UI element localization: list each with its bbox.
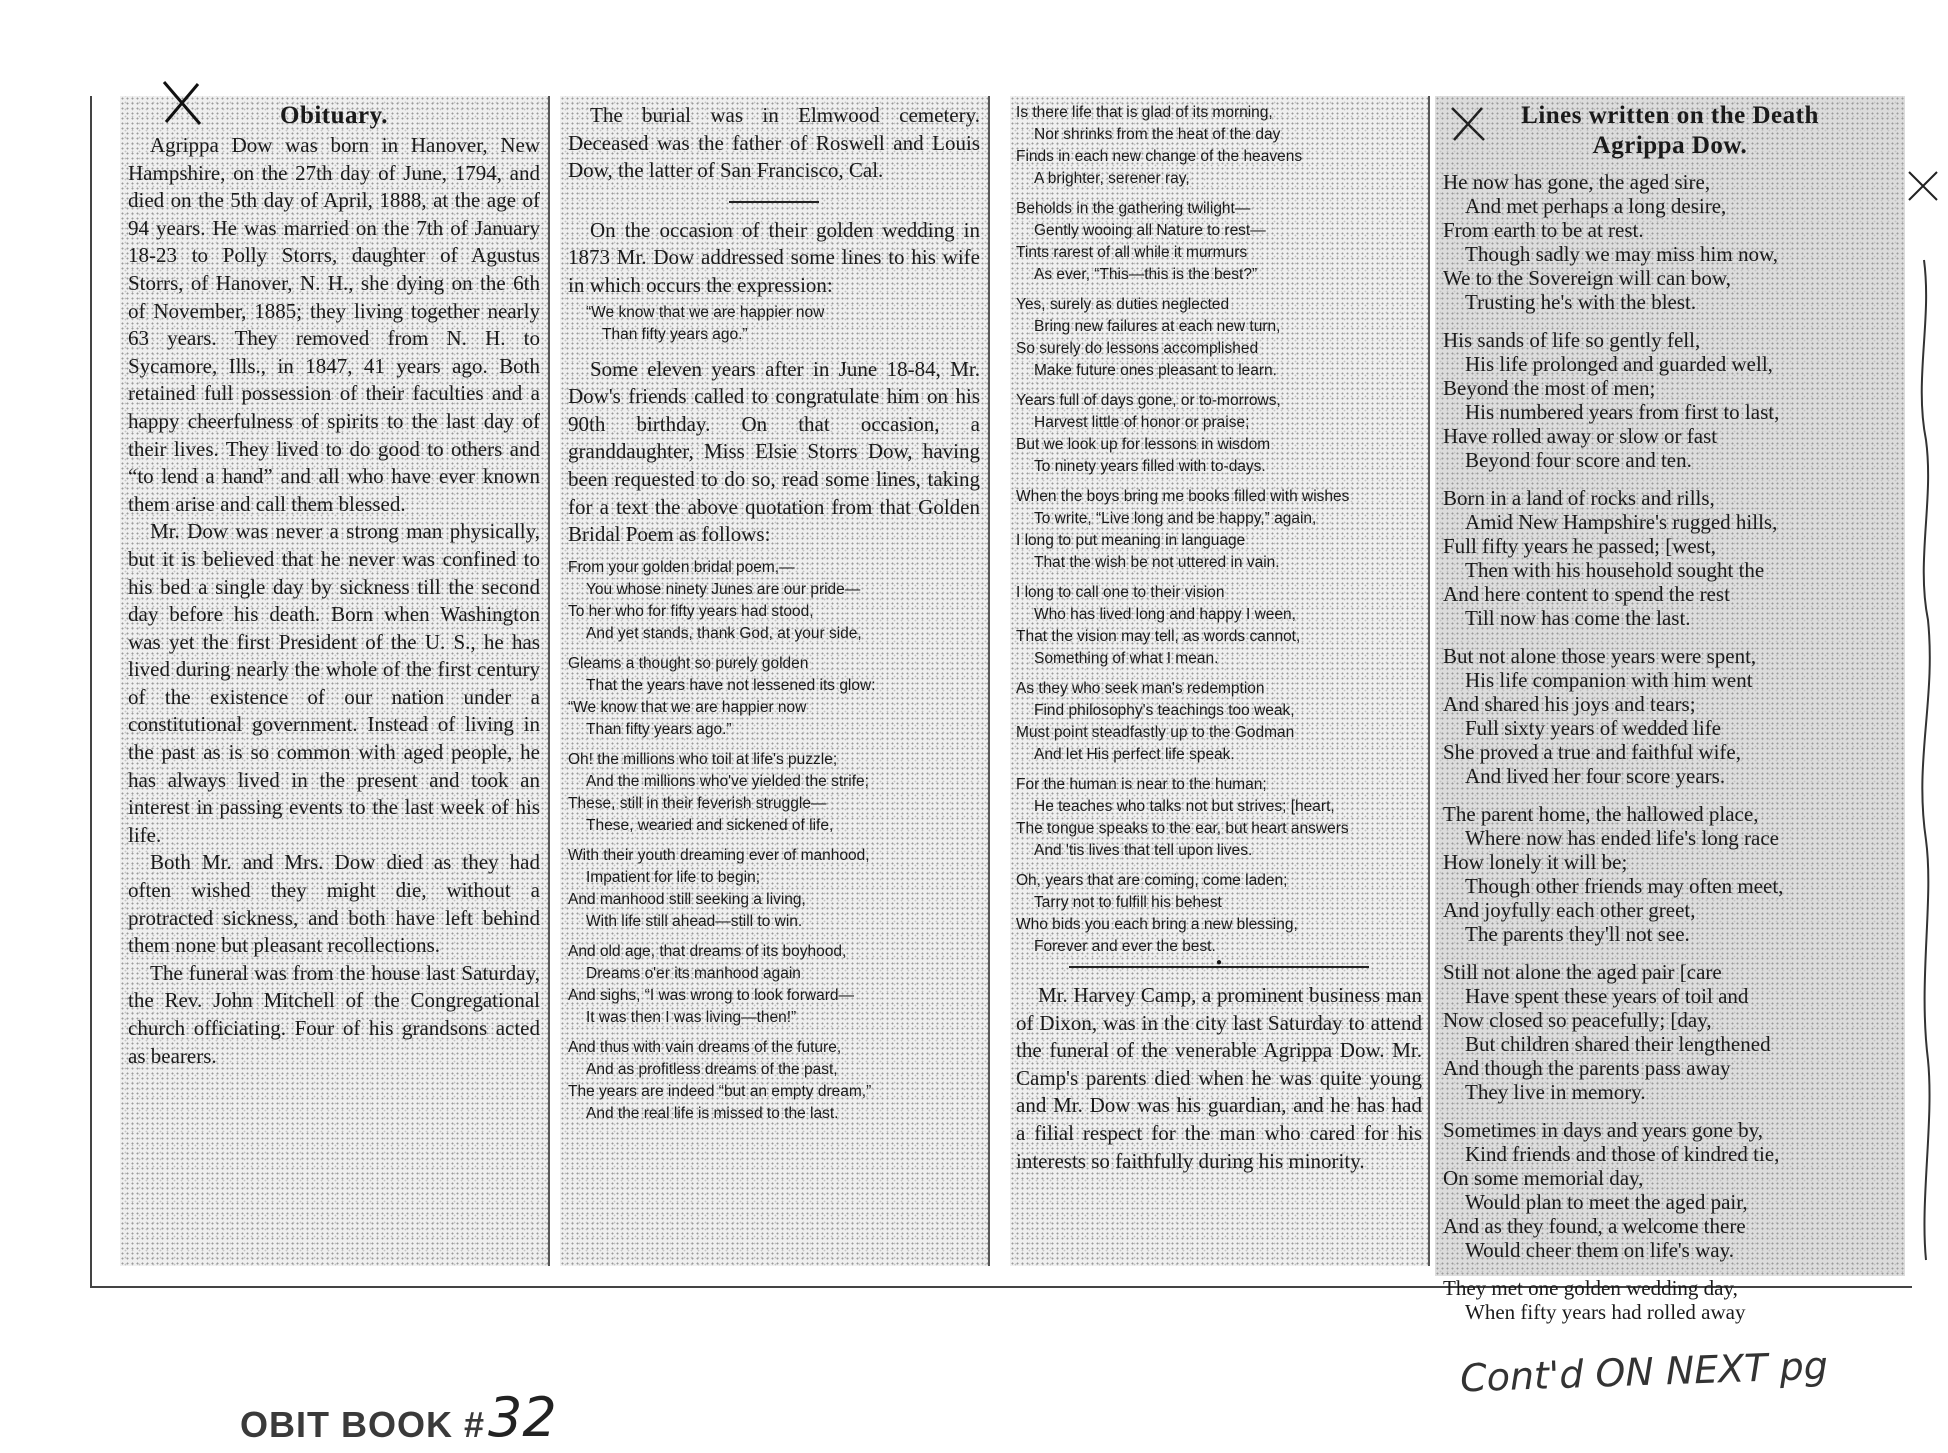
poem-line: Where now has ended life's long race	[1465, 826, 1779, 850]
verse-stanza	[1016, 582, 1422, 670]
poem-line: We to the Sovereign will can bow,	[1443, 266, 1731, 290]
verse-line: And 'tis lives that tell upon lives.	[1034, 842, 1253, 859]
verse-stanza	[1016, 198, 1422, 286]
poem-line: Beyond four score and ten.	[1465, 448, 1692, 472]
poem-line: The parent home, the hallowed place,	[1443, 802, 1759, 826]
verse-stanza	[1016, 678, 1422, 766]
verse-stanza	[568, 749, 980, 837]
verse-stanza	[1016, 102, 1422, 190]
poem-line: They met one golden wedding day,	[1443, 1276, 1738, 1300]
verse-line: Dreams o'er its manhood again	[586, 964, 801, 982]
poem-line: Sometimes in days and years gone by,	[1443, 1118, 1763, 1142]
poem-line: Would cheer them on life's way.	[1465, 1238, 1734, 1262]
poem-line: His life companion with him went	[1465, 668, 1753, 692]
verse-line: Bring new failures at each new turn,	[1034, 318, 1281, 335]
verse-line: And sighs, “I was wrong to look forward—	[568, 986, 855, 1004]
poem-line: Beyond the most of men;	[1443, 376, 1656, 400]
column-lines-poem	[1435, 96, 1905, 1324]
verse-stanza	[568, 557, 980, 645]
verse-line: The tongue speaks to the ear, but heart answers	[1016, 820, 1349, 837]
verse-line: And let His perfect life speak.	[1034, 746, 1235, 763]
poem-line: And joyfully each other greet,	[1443, 898, 1696, 922]
verse-line: You whose ninety Junes are our pride—	[586, 580, 861, 598]
poem-line: She proved a true and faithful wife,	[1443, 740, 1741, 764]
verse-line: And yet stands, thank God, at your side,	[586, 624, 862, 642]
verse-line: Yes, surely as duties neglected	[1016, 296, 1230, 313]
verse-line: So surely do lessons accomplished	[1016, 340, 1259, 357]
verse-line: Beholds in the gathering twilight—	[1016, 200, 1251, 217]
poem-line: Born in a land of rocks and rills,	[1443, 486, 1715, 510]
verse-line: And thus with vain dreams of the future,	[568, 1038, 842, 1056]
handwritten-x-mark-icon	[160, 80, 204, 126]
verse-line: To write, “Live long and be happy,” again,	[1034, 510, 1317, 527]
verse-line: Tints rarest of all while it murmurs	[1016, 244, 1248, 261]
obit-book-number: 32	[488, 1386, 557, 1449]
verse-line: A brighter, serener ray,	[1034, 170, 1190, 187]
verse-line: Gently wooing all Nature to rest—	[1034, 222, 1266, 239]
poem-line: Would plan to meet the aged pair,	[1465, 1190, 1748, 1214]
obituary-paragraph-4: The funeral was from the house last Saturday, the Rev. John Mitchell of the Congregational church officiating. Four of his grandsons acted as bearers.	[128, 960, 540, 1068]
verse-line: To ninety years filled with to-days.	[1034, 458, 1266, 475]
poem-line: And here content to spend the rest	[1443, 582, 1730, 606]
poem-line: Have rolled away or slow or fast	[1443, 424, 1718, 448]
verse-line: To her who for fifty years had stood,	[568, 602, 814, 620]
poem-line: But not alone those years were spent,	[1443, 644, 1757, 668]
obituary-paragraph-2: Mr. Dow was never a strong man physically, but it is believed that he never was confined to his bed a single day by sickness till the second day before his death. Born when Washington was yet the first President of the U. S., he has lived during nearly the whole of the first century of the existence of our nation under a constitutional government. Instead of living in the past as is so common with aged people, he has always lived in the present and took an interest in passing events to the last week of his life.	[128, 519, 540, 847]
verse-line: That the wish be not uttered in vain.	[1034, 554, 1280, 571]
poem-line: Then with his household sought the	[1465, 558, 1765, 582]
verse-line: And the millions who've yielded the strife;	[586, 772, 869, 790]
obituary-paragraph-1: Agrippa Dow was born in Hanover, New Hampshire, on the 27th day of June, 1794, and died on the 5th day of April, 1888, at the age of 94 years. He was married on the 7th of January 18-23 to Polly Storrs, daughter of Agustus Storrs, of Hanover, N. H., she dying on the 6th of November, 1885; they living together nearly 63 years. They removed from N. H. to Sycamore, Ills., in 1847, 41 years ago. Both retained full possession of their faculties and a happy cheerfulness of spirits to the last day of their lives. They lived to do good to others and “to lend a hand” and all who have ever known them arise and call them blessed.	[128, 133, 540, 516]
poem-line: His sands of life so gently fell,	[1443, 328, 1701, 352]
verse-line: Oh, years that are coming, come laden;	[1016, 872, 1288, 889]
golden-wedding-paragraph: On the occasion of their golden wedding in 1873 Mr. Dow addressed some lines to his wife in which occurs the expression:	[568, 217, 980, 297]
verse-line: It was then I was living—then!”	[586, 1008, 797, 1026]
verse-line: Find philosophy's teachings too weak,	[1034, 702, 1295, 719]
poem-line: And lived her four score years.	[1465, 764, 1726, 788]
verse-stanza	[568, 845, 980, 933]
column-obituary	[120, 96, 550, 1266]
verse-line: The years are indeed “but an empty dream,”	[568, 1082, 872, 1100]
poem-line: Though sadly we may miss him now,	[1465, 242, 1779, 266]
poem-title-line-1: Lines written on the Death	[1521, 102, 1819, 129]
column-three	[1010, 96, 1430, 1266]
verse-line: Who has lived long and happy I ween,	[1034, 606, 1296, 623]
poem-stanza	[1443, 328, 1897, 472]
verse-line: Than fifty years ago.”	[586, 720, 732, 738]
verse-line: With life still ahead—still to win.	[586, 912, 803, 930]
poem-line: His life prolonged and guarded well,	[1465, 352, 1773, 376]
verse-line: Something of what I mean.	[1034, 650, 1219, 667]
poem-stanza	[1443, 960, 1897, 1104]
verse-line: And old age, that dreams of its boyhood,	[568, 942, 847, 960]
verse-line: That the years have not lessened its glow:	[586, 676, 876, 694]
verse-line: These, wearied and sickened of life,	[586, 816, 834, 834]
poem-line: The parents they'll not see.	[1465, 922, 1690, 946]
quote-line: Than fifty years ago.”	[602, 325, 748, 343]
golden-wedding-quote	[568, 302, 980, 346]
margin-scribble-icon	[1904, 200, 1944, 1300]
harvey-camp-paragraph: Mr. Harvey Camp, a prominent business man of Dixon, was in the city last Saturday to attend the funeral of the venerable Agrippa Dow. Mr. Camp's parents died when he was quite young and Mr. Dow was his guardian, and he has had a filial respect for the man who cared for his interests so faithfully during his minority.	[1016, 983, 1422, 1173]
poem-line: Trusting he's with the blest.	[1465, 290, 1697, 314]
verse-line: And manhood still seeking a living,	[568, 890, 806, 908]
verse-stanza	[1016, 774, 1422, 862]
poem-line: Now closed so peacefully; [day,	[1443, 1008, 1712, 1032]
verse-line: Gleams a thought so purely golden	[568, 654, 809, 672]
verse-line: Tarry not to fulfill his behest	[1034, 894, 1222, 911]
poem-stanza	[1443, 486, 1897, 630]
poem-line: And shared his joys and tears;	[1443, 692, 1696, 716]
ornamental-divider	[1069, 966, 1369, 968]
burial-paragraph: The burial was in Elmwood cemetery. Deceased was the father of Roswell and Louis Dow, the latter of San Francisco, Cal.	[568, 103, 980, 183]
verse-line: Finds in each new change of the heavens	[1016, 148, 1303, 165]
verse-line: That the vision may tell, as words cannot,	[1016, 628, 1301, 645]
poem-stanza	[1443, 170, 1897, 314]
verse-stanza	[1016, 390, 1422, 478]
poem-stanza	[1443, 1118, 1897, 1262]
verse-line: For the human is near to the human;	[1016, 776, 1267, 793]
birthday-paragraph: Some eleven years after in June 18-84, Mr. Dow's friends called to congratulate him on his 90th birthday. On that occasion, a granddaughter, Miss Elsie Storrs Dow, having been requested to do so, read some lines, taking for a text the above quotation from that Golden Bridal Poem as follows:	[568, 356, 980, 547]
verse-line: And the real life is missed to the last.	[586, 1104, 839, 1122]
poem-line: Kind friends and those of kindred tie,	[1465, 1142, 1780, 1166]
verse-line: From your golden bridal poem,—	[568, 558, 795, 576]
poem-line: When fifty years had rolled away	[1465, 1300, 1746, 1324]
poem-line: And met perhaps a long desire,	[1465, 194, 1727, 218]
verse-line: “We know that we are happier now	[568, 698, 807, 716]
verse-line: Who bids you each bring a new blessing,	[1016, 916, 1298, 933]
verse-line: Oh! the millions who toil at life's puzzle;	[568, 750, 838, 768]
poem-line: His numbered years from first to last,	[1465, 400, 1780, 424]
section-divider	[729, 201, 819, 203]
verse-line: And as profitless dreams of the past,	[586, 1060, 838, 1078]
poem-line: He now has gone, the aged sire,	[1443, 170, 1711, 194]
handwritten-x-mark-icon	[1905, 168, 1941, 204]
poem-stanza	[1443, 1276, 1897, 1324]
verse-stanza	[1016, 870, 1422, 958]
verse-line: He teaches who talks not but strives; [heart,	[1034, 798, 1335, 815]
obituary-title: Obituary.	[280, 102, 388, 129]
poem-line: And as they found, a welcome there	[1443, 1214, 1746, 1238]
death-poem	[1443, 170, 1897, 1324]
verse-stanza	[568, 653, 980, 741]
obit-book-label: OBIT BOOK #	[240, 1404, 486, 1445]
bridal-poem	[568, 557, 980, 1125]
poem-line: They live in memory.	[1465, 1080, 1646, 1104]
column-two	[560, 96, 990, 1266]
verse-line: As ever, “This—this is the best?”	[1034, 266, 1258, 283]
verse-line: Must point steadfastly up to the Godman	[1016, 724, 1295, 741]
poem-line: Though other friends may often meet,	[1465, 874, 1784, 898]
verse-line: But we look up for lessons in wisdom	[1016, 436, 1271, 453]
poem-line: Full fifty years he passed; [west,	[1443, 534, 1716, 558]
verse-line: Harvest little of honor or praise;	[1034, 414, 1250, 431]
verse-line: Years full of days gone, or to-morrows,	[1016, 392, 1281, 409]
verse-stanza	[568, 1037, 980, 1125]
poem-stanza	[1443, 802, 1897, 946]
poem-line: How lonely it will be;	[1443, 850, 1628, 874]
verse-line: These, still in their feverish struggle—	[568, 794, 827, 812]
quote-line: “We know that we are happier now	[586, 303, 825, 321]
poem-line: From earth to be at rest.	[1443, 218, 1644, 242]
verse-line: Is there life that is glad of its morning,	[1016, 104, 1273, 121]
poem-line: Amid New Hampshire's rugged hills,	[1465, 510, 1778, 534]
poem-title-line-2: Agrippa Dow.	[1592, 132, 1748, 159]
handwritten-x-mark-icon	[1448, 104, 1488, 144]
poem-line: And though the parents pass away	[1443, 1056, 1731, 1080]
verse-stanza	[1016, 294, 1422, 382]
verse-line: As they who seek man's redemption	[1016, 680, 1265, 697]
verse-line: Impatient for life to begin;	[586, 868, 761, 886]
verse-line: Nor shrinks from the heat of the day	[1034, 126, 1281, 143]
poem-stanza	[1443, 644, 1897, 788]
poem-line: Till now has come the last.	[1465, 606, 1691, 630]
obituary-paragraph-3: Both Mr. and Mrs. Dow died as they had often wished they might die, without a protracted sickness, and both have left behind them none but pleasant recollections.	[128, 850, 540, 958]
verse-stanza	[1016, 486, 1422, 574]
verse-line: When the boys bring me books filled with wishes	[1016, 488, 1350, 505]
verse-line: I long to call one to their vision	[1016, 584, 1225, 601]
continued-note: Cont'd ON NEXT pg	[1459, 1343, 1829, 1401]
poem-line: Still not alone the aged pair [care	[1443, 960, 1722, 984]
verse-line: With their youth dreaming ever of manhood,	[568, 846, 870, 864]
verse-stanza	[568, 941, 980, 1029]
poem-line: Full sixty years of wedded life	[1465, 716, 1722, 740]
verse-line: Make future ones pleasant to learn.	[1034, 362, 1277, 379]
verse-line: Forever and ever the best.	[1034, 938, 1216, 955]
bridal-poem-continued	[1016, 102, 1422, 958]
poem-line: But children shared their lengthened	[1465, 1032, 1771, 1056]
poem-line: On some memorial day,	[1443, 1166, 1644, 1190]
verse-line: I long to put meaning in language	[1016, 532, 1246, 549]
poem-line: Have spent these years of toil and	[1465, 984, 1749, 1008]
